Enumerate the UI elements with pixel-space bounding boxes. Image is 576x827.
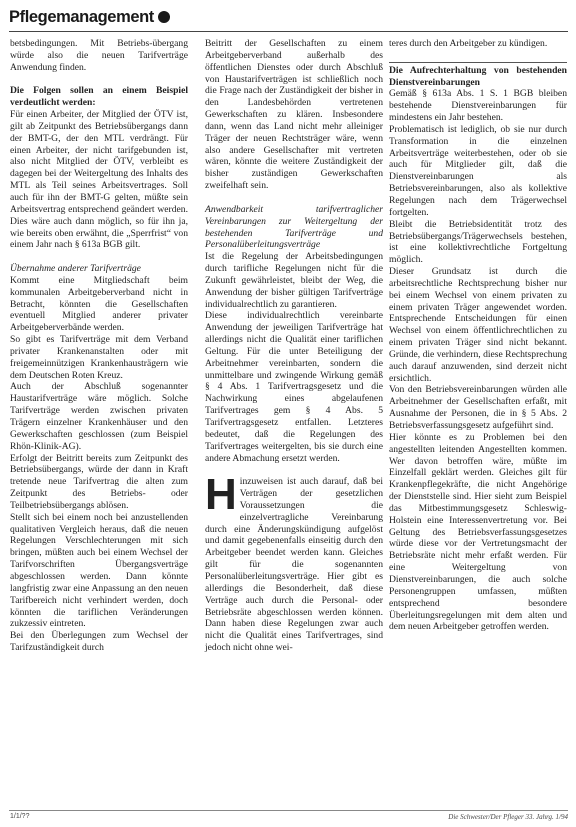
paragraph: Die Aufrechterhaltung von bestehenden Dienstvereinbarungen xyxy=(389,62,567,89)
paragraph: Problematisch ist lediglich, ob sie nur durch Transformation in die einzelnen Arbeitsverträge weiterbestehen, oder ob sie auch für Mitglieder gilt, daß die Dienstvereinbarungen als Betriebsvereinbarungen, also als kollektive Regelungen nach dem Trägerwechsel fortgelten. xyxy=(389,123,567,218)
text-column-2 xyxy=(205,38,383,654)
paragraph: Bei den Überlegungen zum Wechsel der Tarifzuständigkeit durch xyxy=(10,630,188,654)
paragraph: Anwendbarkeit tarifvertraglicher Vereinbarungen zur Weitergeltung der bestehenden Tarifverträge und Personalüberleitungsverträge xyxy=(205,203,383,251)
page-number: 1/1/?? xyxy=(10,813,30,820)
paragraph: Ist die Regelung der Arbeitsbedingungen durch tarifliche Regelungen nicht für die Zukunft gewährleistet, bleibt der Weg, die Anwendung der bisher gültigen Tarifverträge individualrechtlich zu garantieren. xyxy=(205,251,383,310)
paragraph: Übernahme anderer Tarifverträge xyxy=(10,263,141,275)
paragraph: Die Folgen sollen an einem Beispiel verdeutlicht werden: xyxy=(10,85,188,109)
paragraph: Gemäß § 613a Abs. 1 S. 1 BGB bleiben bestehende Dienstvereinbarungen für mindestens ein Jahr bestehen. xyxy=(389,88,567,124)
paragraph xyxy=(205,470,383,654)
text-column-3 xyxy=(389,38,567,633)
paragraph: Kommt eine Mitgliedschaft beim kommunalen Arbeitgeberverband nicht in Betracht, könnten die Gesellschaften eventuell Mitglied anderer privater Arbeitgeberverbände werden. xyxy=(10,274,188,334)
paragraph-text: inzuweisen ist auch darauf, daß bei Verträgen der gesetzlichen Voraussetzungen die einzelvertragliche Vereinbarung durch eine Änderungskündigung aufgelöst und damit gegebenenfalls einseitig durch den Arbeitgeber beendet werden kann. Gleiches gilt für die sogenannten Personalüberleitungsverträge. Hier gibt es allerdings die Besonderheit, daß diese Verträge auch durch die Personal- oder Betriebsräte abgeschlossen werden können. Dann haben diese Regelungen zwar auch nicht die Qualität eines Tarifvertrages, sind jedoch nicht ohne wei- xyxy=(205,476,383,654)
drop-cap: H xyxy=(205,470,237,520)
text-column-1 xyxy=(10,38,188,654)
paragraph: Bleibt die Betriebsidentität trotz des Betriebsübergangs/Trägerwechsels bestehen, ist eine kollektivrechtliche Fortgeltung möglich. xyxy=(389,218,567,266)
paragraph: Auch der Abschluß sogenannter Haustarifverträge wäre möglich. Solche Tarifverträge werden zwischen privaten Trägern einzelner Krankenhäuser und den Gewerkschaften geschlossen (zum Beispiel Rhön-Klinik-AG). xyxy=(10,381,188,452)
paragraph: Erfolgt der Beitritt bereits zum Zeitpunkt des Betriebsübergangs, würde der dann in Kraft tretende neue Tarifvertrag die alten zum Zeitpunkt des Betriebs- oder Teilbetriebsübergangs ablösen. xyxy=(10,452,188,511)
paragraph: So gibt es Tarifverträge mit dem Verband privater Krankenanstalten oder mit freigemeinnützigen Krankenhausträgern wie dem Deutschen Roten Kreuz. xyxy=(10,334,188,381)
paragraph: Beitritt der Gesellschaften zu einem Arbeitgeberverband außerhalb des öffentlichen Dienstes oder durch Abschluß von Haustarifverträgen ist schließlich noch die Frage nach der Zuständigkeit der bisher in den Landesbehörden vertretenen Gewerkschaften zu klären. Insbesondere dann, wenn das Land nicht mehr alleiniger Träger der neuen Rechtsträger wäre, wenn also andere Gesellschafter mit vertreten wären, könnte die weitere Zuständigkeit der bisher zuständigen Gewerkschaften zweifelhaft sein. xyxy=(205,38,383,192)
page-header xyxy=(9,6,170,28)
paragraph: Stellt sich bei einem noch bei anzustellenden qualitativen Vergleich heraus, daß die neuen Regelungen Verschlechterungen mit sich bringen, müßten auch bei einem Wechsel der Tarifvorschriften Übergangsverträge abgeschlossen werden. Dann könnte langfristig zwar eine Anpassung an den neuen Tarifbereich nicht verhindert werden, doch könnten die tariflichen Veränderungen zukzessiv eintreten. xyxy=(10,511,188,630)
section-title: Pflegemanagement xyxy=(9,7,154,26)
paragraph: Diese individualrechtlich vereinbarte Anwendung der jeweiligen Tarifverträge hat allerdings nicht die Qualität einer tariflichen Geltung. Für die unter Beteiligung der Arbeitnehmer vereinbarten, sondern die unmittelbare und zwingende Wirkung gemäß § 4 Abs. 1 Tarifvertragsgesetz und die Nachwirkung eines abgelaufenen Tarifvertrages gem § 4 Abs. 5 Tarifvertragsgesetz entfallen. Letzteres bedeutet, daß die Regelungen des Tarifvertrages weitergelten, bis sie durch eine andere Abmachung ersetzt werden. xyxy=(205,310,383,464)
paragraph: betsbedingungen. Mit Betriebs-übergang würde also die neuen Tarifverträge Anwendung finden. xyxy=(10,38,188,73)
paragraph: Für einen Arbeiter, der Mitglied der ÖTV ist, gilt ab Zeitpunkt des Betriebsübergangs dann der BMT-G, der den MTL verdrängt. Für einen Arbeiter, der nicht tarifgebunden ist, also nicht Mitglied der ÖTV, verbleibt es dagegen bei der Weitergeltung des Inhalts des MTL als Teil seines Arbeitsvertrages. Soll auch für ihn der BMT-G gelten, müßte sein Arbeitsvertrag entsprechend geändert werden. Dies wäre auch dann möglich, so für ihn ja, wie bereits oben erwähnt, die „Sperrfrist“ von einem Jahr nach § 613a BGB gilt. xyxy=(10,109,188,251)
paragraph: Hier könnte es zu Problemen bei den angestellten leitenden Angestellten kommen. Wer davon betroffen wäre, müßte im Einzelfall geklärt werden. Gleiches gilt für Krankenpflegekräfte, die nicht Angehörige der Dienststelle sind. Hier sieht zum Beispiel das Mitbestimmungsgesetz Schleswig-Holstein eine Interessenvertretung vor. Bei Geltung des Betriebsverfassungsgesetzes würde diese vor der Vertretungsmacht der Betriebsräte nicht mehr erfaßt werden. Für eine Weitergeltung von Dienstvereinbarungen, die auch solche Personengruppen umfassen, müßten entsprechend besondere Überleitungsregelungen mit dem alten und dem neuen Arbeitgeber getroffen werden. xyxy=(389,431,567,633)
footer-rule xyxy=(9,810,568,811)
paragraph: Dieser Grundsatz ist durch die arbeitsrechtliche Rechtsprechung bisher nur bei einem Wechsel von einem privaten zu einem privaten Träger angewendet worden. Entsprechende Entscheidungen für einen Wechsel von einem öffentlichrechtlichen zu einem privaten Träger sind nicht bekannt. Gründe, die verhindern, diese Rechtsprechung auch darauf anzuwenden, sind derzeit nicht ersichtlich. xyxy=(389,266,567,384)
paragraph: teres durch den Arbeitgeber zu kündigen. xyxy=(389,38,548,49)
paragraph: Von den Betriebsvereinbarungen würden alle Arbeitnehmer der Gesellschaften erfaßt, mit Ausnahme der Personen, die in § 5 Abs. 2 Betriebsverfassungsgesetz aufgeführt sind. xyxy=(389,384,567,431)
bullet-dot-icon xyxy=(158,11,170,23)
journal-citation: Die Schwester/Der Pfleger 33. Jahrg. 1/94 xyxy=(448,813,568,821)
header-rule xyxy=(9,31,568,32)
